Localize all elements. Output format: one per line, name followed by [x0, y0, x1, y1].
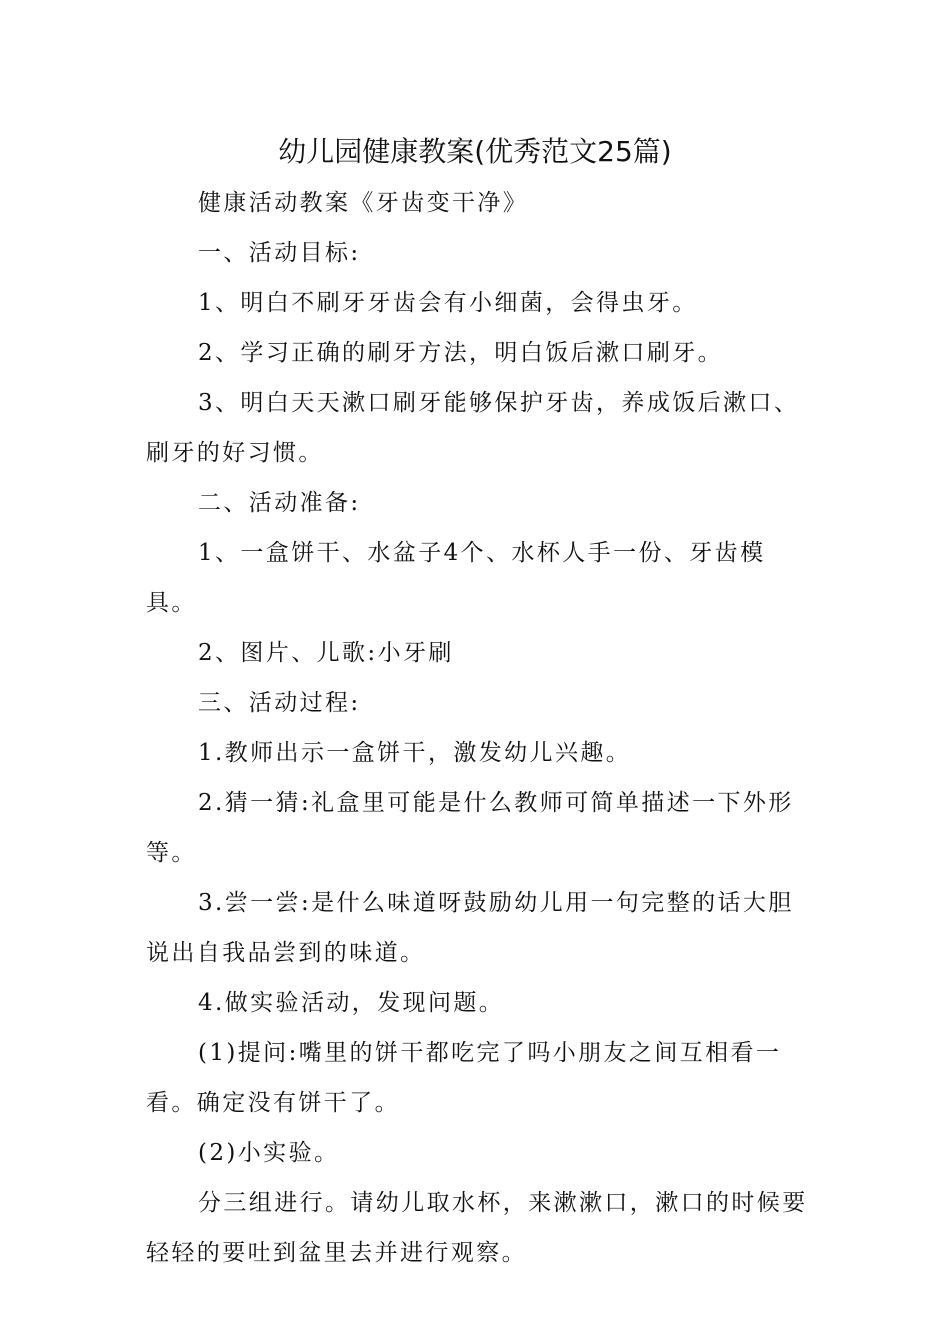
paragraph-step-4-2-detail: 分三组进行。请幼儿取水杯，来漱漱口，漱口的时候要轻轻的要吐到盆里去并进行观察。 — [146, 1190, 808, 1266]
paragraph-section-process: 三、活动过程: — [198, 690, 361, 716]
paragraph-step-4-1: (1)提问:嘴里的饼干都吃完了吗小朋友之间互相看一看。确定没有饼干了。 — [146, 1040, 782, 1116]
paragraph-prep-2: 2、图片、儿歌:小牙刷 — [198, 640, 454, 666]
paragraph-subtitle: 健康活动教案《牙齿变干净》 — [198, 190, 529, 216]
document-title: 幼儿园健康教案(优秀范文25篇) — [278, 135, 672, 168]
paragraph-goal-3: 3、明白天天漱口刷牙能够保护牙齿，养成饭后漱口、刷牙的好习惯。 — [146, 390, 800, 466]
paragraph-step-1: 1.教师出示一盒饼干，激发幼儿兴趣。 — [198, 740, 632, 766]
paragraph-prep-1: 1、一盒饼干、水盆子4个、水杯人手一份、牙齿模具。 — [146, 540, 766, 616]
paragraph-step-4-2: (2)小实验。 — [198, 1140, 340, 1166]
paragraph-goal-1: 1、明白不刷牙牙齿会有小细菌，会得虫牙。 — [198, 290, 698, 316]
paragraph-section-preparation: 二、活动准备: — [198, 490, 361, 516]
paragraph-section-goals: 一、活动目标: — [198, 240, 361, 266]
paragraph-step-3: 3.尝一尝:是什么味道呀鼓励幼儿用一句完整的话大胆说出自我品尝到的味道。 — [146, 890, 794, 966]
document-body — [146, 178, 808, 1278]
paragraph-step-2: 2.猜一猜:礼盒里可能是什么教师可简单描述一下外形等。 — [146, 790, 794, 866]
paragraph-goal-2: 2、学习正确的刷牙方法，明白饭后漱口刷牙。 — [198, 340, 724, 366]
paragraph-step-4: 4.做实验活动，发现问题。 — [198, 990, 505, 1016]
